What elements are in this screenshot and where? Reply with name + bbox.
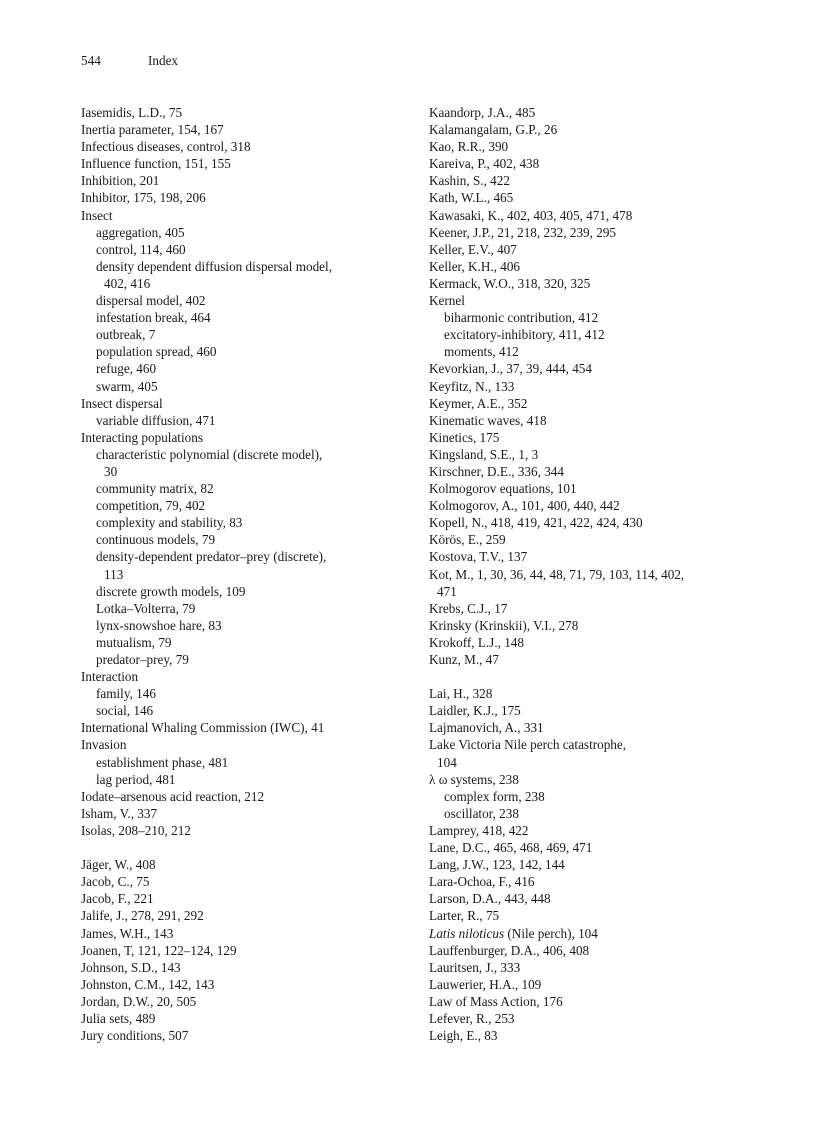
index-entry: [81, 668, 411, 685]
index-entry: [429, 1027, 759, 1044]
index-entry: [81, 959, 411, 976]
index-entry: [81, 805, 411, 822]
index-entry: [429, 1010, 759, 1027]
index-entry-text: aggregation, 405: [96, 224, 185, 240]
index-entry-text: Lake Victoria Nile perch catastrophe,: [429, 737, 627, 753]
index-entry-text: Jalife, J., 278, 291, 292: [81, 908, 204, 924]
index-entry-text: Keener, J.P., 21, 218, 232, 239, 295: [429, 224, 617, 240]
index-subentry: [81, 480, 411, 497]
index-entry: [429, 292, 759, 309]
index-entry: [429, 890, 759, 907]
page-number: 544: [81, 53, 101, 68]
index-entry-text: social, 146: [96, 703, 154, 719]
index-entry-text: Lauritsen, J., 333: [429, 959, 521, 975]
index-entry: [81, 736, 411, 753]
index-entry-text: Larter, R., 75: [429, 908, 500, 924]
index-column-left: [81, 104, 411, 1044]
index-entry-text: 113: [104, 566, 124, 582]
index-entry-text: Lajmanovich, A., 331: [429, 720, 544, 736]
index-entry-text: community matrix, 82: [96, 481, 214, 497]
index-entry: [429, 548, 759, 565]
index-subentry: [81, 651, 411, 668]
index-subentry: [81, 343, 411, 360]
index-entry-text: Jordan, D.W., 20, 505: [81, 993, 197, 1009]
index-entry: [81, 907, 411, 924]
index-subentry: [81, 634, 411, 651]
index-entry-text: (Nile perch), 104: [504, 925, 598, 941]
index-column-right: [429, 104, 759, 1044]
index-entry: [81, 189, 411, 206]
index-entry: [429, 104, 759, 121]
index-entry-text: Kalamangalam, G.P., 26: [429, 122, 558, 138]
index-subentry: [81, 275, 411, 292]
index-entry-text: Lara-Ochoa, F., 416: [429, 874, 535, 890]
index-entry: [429, 702, 759, 719]
index-entry: [429, 531, 759, 548]
index-entry-italic: Latis niloticus: [429, 925, 505, 941]
index-subentry: [81, 548, 411, 565]
index-entry-text: Joanen, T, 121, 122–124, 129: [81, 942, 237, 958]
index-entry: [429, 719, 759, 736]
index-entry-text: Jury conditions, 507: [81, 1028, 189, 1044]
index-entry-text: International Whaling Commission (IWC), 41: [81, 720, 325, 736]
index-entry-text: Keymer, A.E., 352: [429, 395, 528, 411]
index-entry: [81, 856, 411, 873]
index-subentry: [81, 617, 411, 634]
index-entry: [81, 1010, 411, 1027]
index-entry: [429, 873, 759, 890]
index-entry-text: Kawasaki, K., 402, 403, 405, 471, 478: [429, 207, 633, 223]
index-entry: [429, 959, 759, 976]
index-entry: [81, 719, 411, 736]
index-entry-text: Jacob, C., 75: [81, 874, 150, 890]
index-subentry: [81, 326, 411, 343]
index-subentry: [81, 224, 411, 241]
index-entry-text: Kunz, M., 47: [429, 652, 499, 667]
index-entry-text: Julia sets, 489: [81, 1010, 156, 1026]
index-entry: [429, 497, 759, 514]
index-entry: [81, 890, 411, 907]
index-entry-text: Kareiva, P., 402, 438: [429, 156, 540, 172]
index-subentry: [81, 702, 411, 719]
index-entry: [429, 822, 759, 839]
index-entry-text: Krebs, C.J., 17: [429, 600, 508, 616]
index-entry: [81, 788, 411, 805]
index-entry-text: variable diffusion, 471: [96, 412, 216, 428]
index-entry: [429, 839, 759, 856]
index-entry-text: Interacting populations: [81, 429, 203, 445]
index-entry-text: Kao, R.R., 390: [429, 139, 509, 155]
index-entry-text: 402, 416: [104, 275, 151, 291]
index-subentry: [81, 292, 411, 309]
index-entry-text: Isham, V., 337: [81, 805, 158, 821]
index-subentry: [81, 754, 411, 771]
index-entry: [429, 138, 759, 155]
index-entry: [429, 600, 759, 617]
index-entry-text: Johnston, C.M., 142, 143: [81, 976, 215, 992]
index-entry-text: dispersal model, 402: [96, 293, 206, 309]
index-subentry: [81, 309, 411, 326]
index-subentry: [81, 378, 411, 395]
index-entry: [429, 155, 759, 172]
index-entry-text: Keyfitz, N., 133: [429, 378, 515, 394]
index-entry-text: Insect: [81, 207, 113, 223]
index-entry: [429, 925, 759, 942]
index-entry-text: Kolmogorov, A., 101, 400, 440, 442: [429, 498, 620, 514]
running-head: [81, 52, 178, 69]
index-entry: [81, 942, 411, 959]
index-entry-text: density-dependent predator–prey (discrete),: [96, 549, 327, 565]
index-entry: [429, 566, 759, 583]
index-subentry: [81, 685, 411, 702]
index-entry-text: lynx-snowshoe hare, 83: [96, 617, 222, 633]
index-entry-text: Krinsky (Krinskii), V.I., 278: [429, 617, 579, 633]
index-entry-text: Keller, E.V., 407: [429, 241, 517, 257]
index-entry: [429, 754, 759, 771]
index-entry-text: λ ω systems, 238: [429, 771, 519, 787]
index-entry-text: Lane, D.C., 465, 468, 469, 471: [429, 840, 593, 856]
index-entry: [429, 907, 759, 924]
index-entry-text: Inhibition, 201: [81, 173, 160, 189]
index-entry-text: Kermack, W.O., 318, 320, 325: [429, 275, 591, 291]
index-entry: [81, 925, 411, 942]
index-subentry: [81, 514, 411, 531]
index-entry-text: characteristic polynomial (discrete model),: [96, 446, 323, 462]
index-entry-text: density dependent diffusion dispersal model,: [96, 258, 332, 274]
index-entry-text: Law of Mass Action, 176: [429, 993, 563, 1009]
index-entry-text: Kinetics, 175: [429, 429, 500, 445]
index-subentry: [81, 241, 411, 258]
index-entry-text: moments, 412: [444, 344, 519, 360]
index-entry: [429, 412, 759, 429]
index-entry: [429, 942, 759, 959]
index-subentry: [81, 583, 411, 600]
index-entry: [429, 429, 759, 446]
index-entry: [429, 378, 759, 395]
index-subentry: [81, 258, 411, 275]
index-entry: [429, 771, 759, 788]
index-entry: [429, 993, 759, 1010]
index-entry: [81, 104, 411, 121]
index-entry-text: Larson, D.A., 443, 448: [429, 891, 551, 907]
index-entry: [81, 207, 411, 224]
index-entry-text: Invasion: [81, 737, 127, 753]
index-entry-text: oscillator, 238: [444, 805, 519, 821]
index-entry-text: Kath, W.L., 465: [429, 190, 514, 206]
index-entry-text: 471: [437, 583, 457, 599]
index-entry: [429, 617, 759, 634]
index-entry: [429, 514, 759, 531]
index-entry-text: lag period, 481: [96, 771, 176, 787]
index-entry-text: Kashin, S., 422: [429, 173, 510, 189]
index-entry-text: Krokoff, L.J., 148: [429, 634, 524, 650]
index-entry-text: Jacob, F., 221: [81, 891, 154, 907]
index-entry-text: Lamprey, 418, 422: [429, 822, 529, 838]
index-entry: [429, 463, 759, 480]
index-entry-text: continuous models, 79: [96, 532, 216, 548]
index-subentry: [81, 771, 411, 788]
index-subentry: [429, 788, 759, 805]
index-entry-text: outbreak, 7: [96, 327, 156, 343]
index-entry: [429, 121, 759, 138]
index-entry: [429, 189, 759, 206]
index-entry: [429, 241, 759, 258]
index-entry: [81, 395, 411, 412]
index-entry-text: excitatory-inhibitory, 411, 412: [444, 327, 605, 343]
index-entry: [429, 275, 759, 292]
index-entry: [429, 224, 759, 241]
index-entry: [429, 480, 759, 497]
index-entry-text: Infectious diseases, control, 318: [81, 139, 251, 155]
index-subentry: [429, 309, 759, 326]
index-entry: [81, 873, 411, 890]
index-entry-text: Kolmogorov equations, 101: [429, 481, 577, 497]
index-entry-text: 104: [437, 754, 457, 770]
index-entry-text: family, 146: [96, 686, 156, 702]
section-title: Index: [148, 53, 179, 68]
index-entry-text: James, W.H., 143: [81, 925, 174, 941]
index-entry-text: Kirschner, D.E., 336, 344: [429, 463, 564, 479]
index-subentry: [81, 566, 411, 583]
index-subentry: [81, 412, 411, 429]
index-entry: [429, 651, 759, 668]
index-entry-text: population spread, 460: [96, 344, 217, 360]
index-entry: [81, 993, 411, 1010]
index-entry-text: Lefever, R., 253: [429, 1010, 515, 1026]
index-entry-text: discrete growth models, 109: [96, 583, 246, 599]
index-entry-text: Kinematic waves, 418: [429, 412, 547, 428]
index-entry: [429, 736, 759, 753]
index-entry-text: Körös, E., 259: [429, 532, 506, 548]
index-entry-text: swarm, 405: [96, 378, 158, 394]
index-subentry: [429, 326, 759, 343]
index-entry: [81, 121, 411, 138]
index-entry: [81, 138, 411, 155]
index-entry-text: Johnson, S.D., 143: [81, 959, 181, 975]
index-entry: [429, 395, 759, 412]
index-entry-text: Kevorkian, J., 37, 39, 444, 454: [429, 361, 592, 377]
index-entry-text: Lauffenburger, D.A., 406, 408: [429, 942, 590, 958]
index-entry-text: predator–prey, 79: [96, 652, 189, 667]
index-entry-text: Jäger, W., 408: [81, 857, 156, 873]
index-subentry: [81, 360, 411, 377]
index-entry-text: Kot, M., 1, 30, 36, 44, 48, 71, 79, 103, 114, 402,: [429, 566, 685, 582]
index-entry: [429, 685, 759, 702]
index-entry: [429, 583, 759, 600]
index-entry-text: Influence function, 151, 155: [81, 156, 231, 172]
index-entry-text: Kingsland, S.E., 1, 3: [429, 446, 539, 462]
index-entry: [429, 634, 759, 651]
index-entry: [81, 429, 411, 446]
index-entry-text: Lauwerier, H.A., 109: [429, 976, 542, 992]
index-entry-text: Kernel: [429, 293, 465, 309]
index-entry-text: Kopell, N., 418, 419, 421, 422, 424, 430: [429, 515, 643, 531]
index-entry-text: complex form, 238: [444, 788, 545, 804]
index-entry: [429, 446, 759, 463]
index-entry-text: Iasemidis, L.D., 75: [81, 105, 183, 120]
index-entry-text: Keller, K.H., 406: [429, 258, 521, 274]
index-entry: [429, 976, 759, 993]
index-subentry: [429, 343, 759, 360]
index-entry-text: complexity and stability, 83: [96, 515, 243, 531]
index-entry-text: Interaction: [81, 669, 139, 685]
index-entry: [429, 172, 759, 189]
index-entry-text: Lang, J.W., 123, 142, 144: [429, 857, 565, 873]
index-entry: [81, 172, 411, 189]
index-entry-text: competition, 79, 402: [96, 498, 206, 514]
index-entry-text: Lai, H., 328: [429, 686, 493, 702]
index-entry: [81, 822, 411, 839]
index-subentry: [429, 805, 759, 822]
index-entry-text: Lotka–Volterra, 79: [96, 600, 196, 616]
index-entry-text: Kaandorp, J.A., 485: [429, 105, 536, 120]
index-entry-text: Insect dispersal: [81, 395, 163, 411]
index-subentry: [81, 497, 411, 514]
index-entry-text: Laidler, K.J., 175: [429, 703, 521, 719]
index-subentry: [81, 446, 411, 463]
index-entry: [81, 155, 411, 172]
index-entry-text: Inhibitor, 175, 198, 206: [81, 190, 206, 206]
index-entry-text: Inertia parameter, 154, 167: [81, 122, 224, 138]
index-entry: [429, 207, 759, 224]
index-entry: [429, 360, 759, 377]
index-subentry: [81, 463, 411, 480]
index-subentry: [81, 600, 411, 617]
index-entry-text: Leigh, E., 83: [429, 1028, 498, 1044]
index-entry: [429, 258, 759, 275]
index-entry: [81, 1027, 411, 1044]
index-subentry: [81, 531, 411, 548]
index-entry-text: Isolas, 208–210, 212: [81, 822, 191, 838]
index-entry-text: biharmonic contribution, 412: [444, 310, 599, 326]
index-entry-text: mutualism, 79: [96, 634, 172, 650]
index-entry-text: 30: [104, 463, 118, 479]
index-entry-text: infestation break, 464: [96, 310, 211, 326]
index-entry: [81, 976, 411, 993]
index-entry-text: refuge, 460: [96, 361, 157, 377]
index-entry-text: Kostova, T.V., 137: [429, 549, 528, 565]
index-entry-text: Iodate–arsenous acid reaction, 212: [81, 788, 265, 804]
index-entry: [429, 856, 759, 873]
index-entry-text: control, 114, 460: [96, 241, 186, 257]
index-entry-text: establishment phase, 481: [96, 754, 229, 770]
